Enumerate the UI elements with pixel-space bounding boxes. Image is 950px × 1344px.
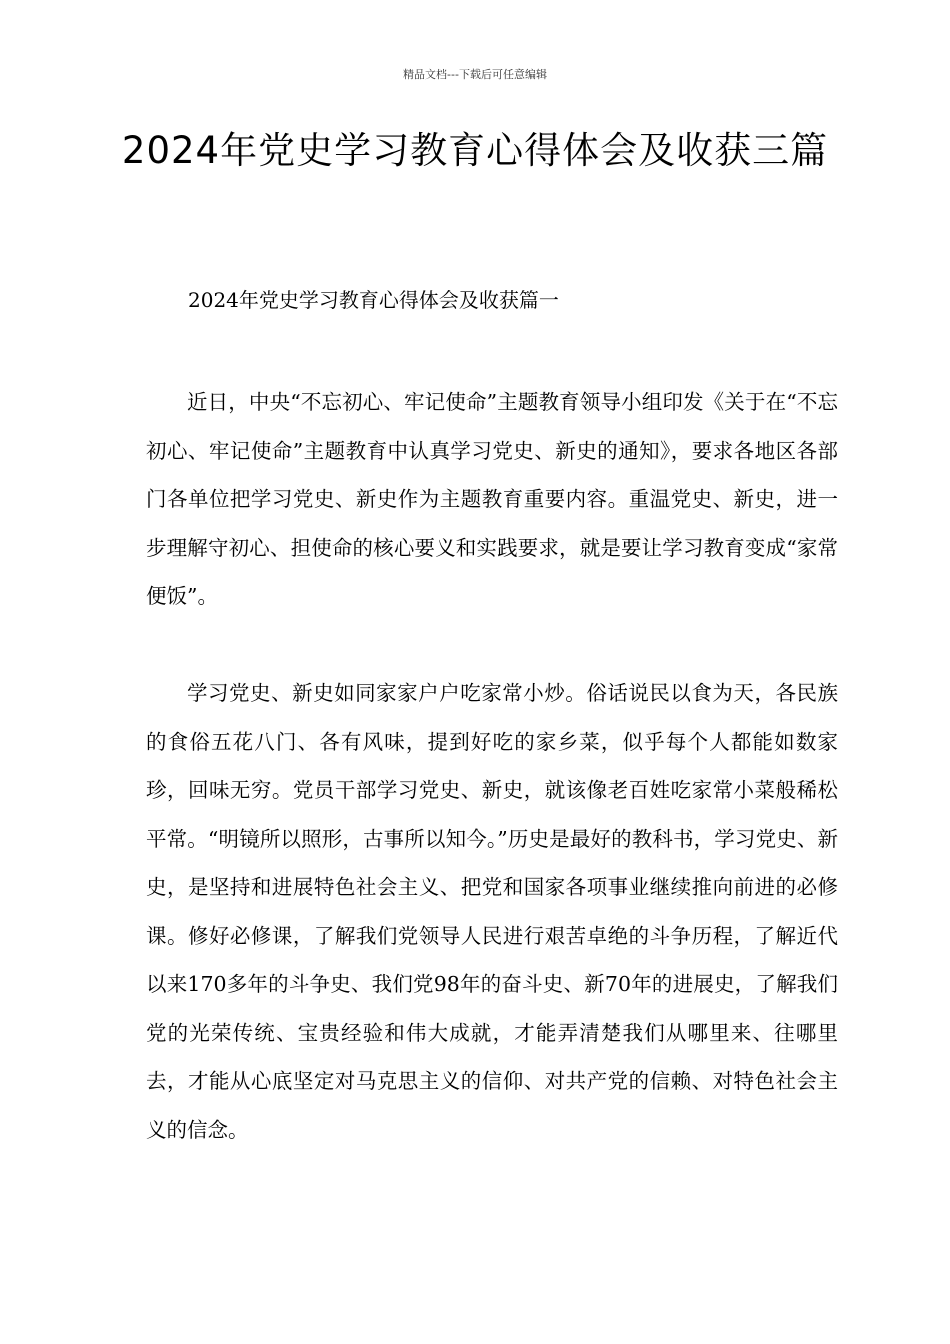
section-heading: 2024年党史学习教育心得体会及收获篇一 (188, 288, 559, 312)
paragraph-2: 学习党史、新史如同家家户户吃家常小炒。俗话说民以食为天，各民族的食俗五花八门、各有风味，提到好吃的家乡菜，似乎每个人都能如数家珍，回味无穷。党员干部学习党史、新史，就该像老百姓吃家常小菜般稀松平常。“明镜所以照形，古事所以知今。”历史是最好的教科书，学习党史、新史，是坚持和进展特色社会主义、把党和国家各项事业继续推向前进的必修课。修好必修课，了解我们党领导人民进行艰苦卓绝的斗争历程，了解近代以来170多年的斗争史、我们党98年的奋斗史、新70年的进展史，了解我们党的光荣传统、宝贵经验和伟大成就，才能弄清楚我们从哪里来、往哪里去，才能从心底坚定对马克思主义的信仰、对共产党的信赖、对特色社会主义的信念。 (146, 681, 838, 1142)
document-title: 2024年党史学习教育心得体会及收获三篇 (121, 129, 829, 172)
header-note: 精品文档---下载后可任意编辑 (403, 68, 547, 81)
paragraph-1: 近日，中央“不忘初心、牢记使命”主题教育领导小组印发《关于在“不忘初心、牢记使命”主题教育中认真学习党史、新史的通知》，要求各地区各部门各单位把学习党史、新史作为主题教育重要内容。重温党史、新史，进一步理解守初心、担使命的核心要义和实践要求，就是要让学习教育变成“家常便饭”。 (146, 390, 838, 608)
